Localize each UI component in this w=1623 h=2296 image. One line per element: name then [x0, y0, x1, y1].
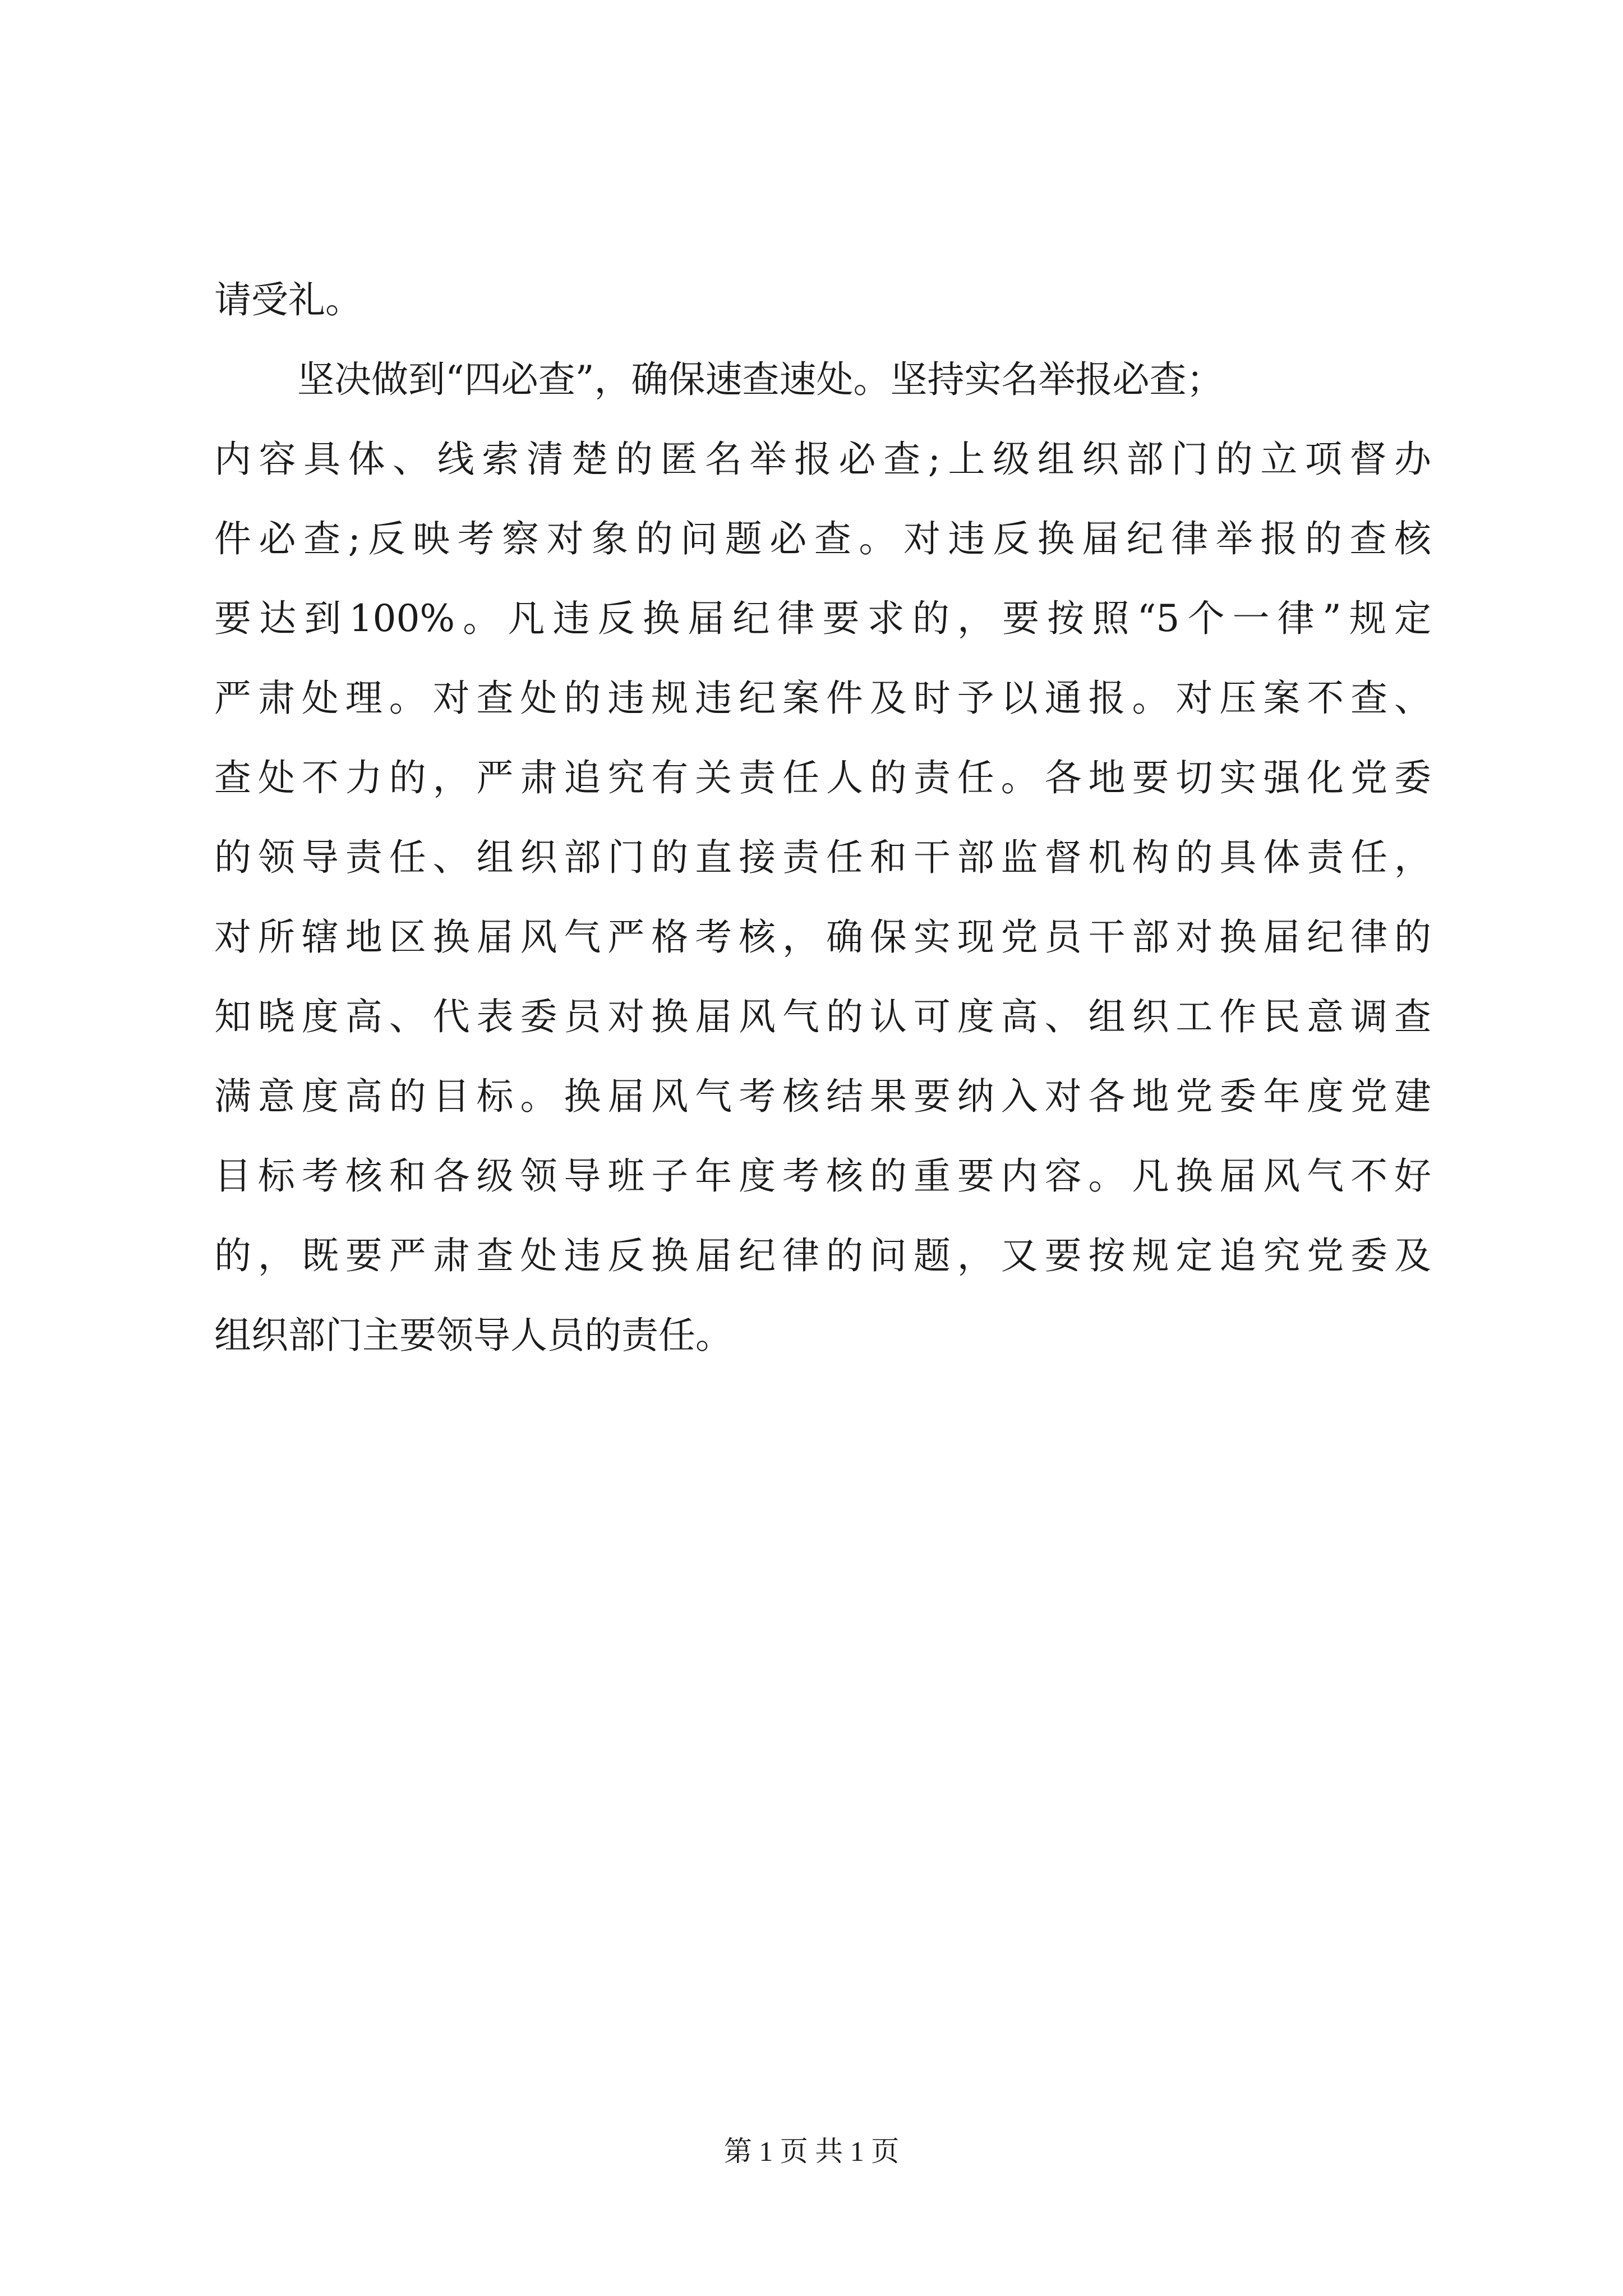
text-line: 查处不力的，严肃追究有关责任人的责任。各地要切实强化党委 — [214, 756, 1431, 799]
text-line: 严肃处理。对查处的违规违纪案件及时予以通报。对压案不查、 — [214, 677, 1431, 720]
text-line: 件必查;反映考察对象的问题必查。对违反换届纪律举报的查核 — [214, 517, 1431, 560]
text-line: 要达到100%。凡违反换届纪律要求的，要按照“5个一律”规定 — [214, 597, 1431, 640]
text-line: 请受礼。 — [214, 278, 362, 321]
text-line: 内容具体、线索清楚的匿名举报必查;上级组织部门的立项督办 — [214, 438, 1431, 481]
text-line: 组织部门主要领导人员的责任。 — [214, 1314, 732, 1357]
text-line: 对所辖地区换届风气严格考核，确保实现党员干部对换届纪律的 — [214, 915, 1431, 959]
text-line: 的领导责任、组织部门的直接责任和干部监督机构的具体责任， — [214, 836, 1431, 879]
text-line: 满意度高的目标。换届风气考核结果要纳入对各地党委年度党建 — [214, 1075, 1431, 1118]
text-line-paragraph-start: 坚决做到“四必查”，确保速查速处。坚持实名举报必查； — [297, 358, 1224, 401]
text-line: 目标考核和各级领导班子年度考核的重要内容。凡换届风气不好 — [214, 1154, 1431, 1198]
text-line: 的，既要严肃查处违反换届纪律的问题，又要按规定追究党委及 — [214, 1234, 1431, 1277]
text-line: 知晓度高、代表委员对换届风气的认可度高、组织工作民意调查 — [214, 995, 1431, 1038]
page-number-footer: 第 1 页 共 1 页 — [723, 2136, 900, 2167]
